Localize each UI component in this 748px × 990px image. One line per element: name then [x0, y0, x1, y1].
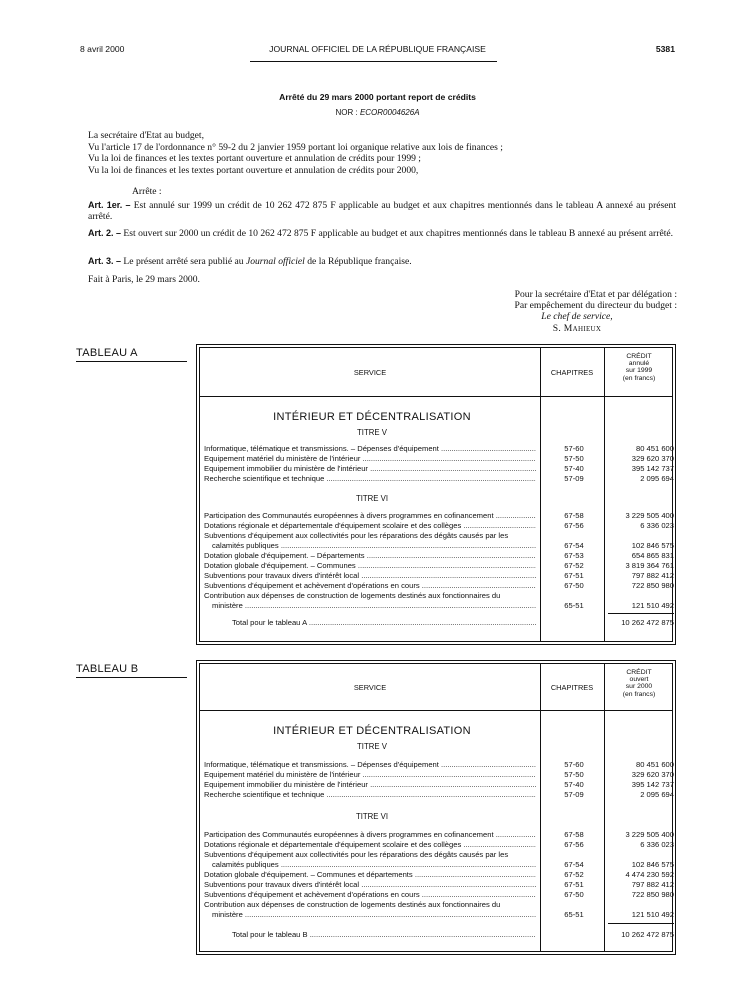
credit-header-line: CRÉDIT	[626, 353, 652, 360]
table-a-label-rule	[76, 361, 187, 362]
row-label: Subventions d'équipement et achèvement d'opérations en cours .....	[204, 890, 536, 900]
row-credit: 654 865 831	[631, 551, 674, 560]
titre-v-heading: TITRE V	[357, 428, 387, 437]
table-row	[200, 900, 672, 910]
row-chapitre: 67-52	[564, 561, 584, 570]
row-chapitre: 67-52	[564, 870, 584, 879]
row-chapitre: 57-09	[564, 474, 584, 483]
article-1	[88, 200, 676, 222]
table-row	[200, 880, 672, 890]
signature-name: S. Mahieux	[552, 322, 602, 334]
row-credit: 797 882 412	[631, 880, 674, 889]
nor-reference	[80, 108, 675, 117]
row-label: Informatique, télématique et transmissions. – Dépenses d'équipement .....	[204, 444, 536, 454]
row-label-continued: ministère .....	[212, 601, 536, 611]
row-label: Subventions pour travaux divers d'intérêt local .....	[204, 571, 536, 581]
article-label: Art. 3. –	[88, 256, 122, 266]
row-label: Subventions d'équipement aux collectivités pour les réparations des dégâts causés par les	[204, 531, 509, 540]
total-row	[200, 930, 672, 940]
signature-line: Pour la secrétaire d'Etat et par délégation :	[514, 289, 677, 300]
row-credit: 722 850 980	[631, 890, 674, 899]
article-text: Est ouvert sur 2000 un crédit de 10 262 472 875 F applicable au budget et aux chapitres mentionnés dans le tableau B annexé au présent arrêté.	[123, 228, 674, 239]
total-value: 10 262 472 875	[621, 930, 674, 939]
article-label: Art. 1er. –	[88, 200, 131, 210]
article-text: Le présent arrêté sera publié au	[123, 256, 246, 267]
row-label: Participation des Communautés européennes à divers programmes en cofinancement .....	[204, 511, 536, 521]
table-row	[200, 444, 672, 454]
table-row	[200, 571, 672, 581]
table-row	[200, 830, 672, 840]
table-row	[200, 591, 672, 601]
preamble-line: Vu la loi de finances et les textes portant ouverture et annulation de crédits pour 2000,	[88, 164, 419, 176]
row-label: Dotations régionale et départementale d'équipement scolaire et des collèges .....	[204, 840, 536, 850]
row-label-continued: calamités publiques .....	[212, 541, 536, 551]
row-chapitre: 67-50	[564, 890, 584, 899]
table-row	[200, 561, 672, 571]
column-header-credit	[604, 353, 674, 382]
row-label: Contribution aux dépenses de construction de logements destinés aux fonctionnaires du	[204, 591, 501, 600]
row-credit: 102 846 575	[631, 860, 674, 869]
row-label: Participation des Communautés européennes à divers programmes en cofinancement .....	[204, 830, 536, 840]
total-rule	[608, 923, 674, 924]
table-row	[200, 790, 672, 800]
total-label: Total pour le tableau A .....	[232, 618, 536, 628]
row-credit: 3 819 364 761	[625, 561, 674, 570]
row-chapitre: 57-60	[564, 444, 584, 453]
table-row	[200, 840, 672, 850]
titre-vi-heading: TITRE VI	[355, 494, 389, 503]
table-row	[200, 860, 672, 870]
credit-header-line: (en francs)	[622, 690, 656, 698]
row-label: Informatique, télématique et transmissions. – Dépenses d'équipement .....	[204, 760, 536, 770]
row-chapitre: 57-09	[564, 790, 584, 799]
table-row	[200, 581, 672, 591]
row-label: Recherche scientifique et technique .....	[204, 474, 536, 484]
table-b-label: TABLEAU B	[76, 663, 139, 675]
place-date: Fait à Paris, le 29 mars 2000.	[88, 274, 200, 285]
article-text: Est annulé sur 1999 un crédit de 10 262 472 875 F applicable au budget et aux chapitres mentionnés dans le tableau A annexé au présent arrêté.	[88, 200, 676, 222]
row-chapitre: 57-40	[564, 464, 584, 473]
row-credit: 2 095 694	[640, 790, 674, 799]
row-chapitre: 67-53	[564, 551, 584, 560]
table-row	[200, 760, 672, 770]
row-chapitre: 67-51	[564, 880, 584, 889]
row-credit: 80 451 600	[635, 760, 674, 769]
table-a-label: TABLEAU A	[76, 347, 138, 359]
row-label: Equipement matériel du ministère de l'intérieur .....	[204, 454, 536, 464]
row-label: Dotations régionale et départementale d'équipement scolaire et des collèges .....	[204, 521, 536, 531]
row-label: Equipement immobilier du ministère de l'intérieur .....	[204, 464, 536, 474]
table-row	[200, 850, 672, 860]
row-label-continued: ministère .....	[212, 910, 536, 920]
header-divider	[200, 396, 672, 397]
row-credit: 102 846 575	[631, 541, 674, 550]
table-row	[200, 890, 672, 900]
total-row	[200, 618, 672, 628]
row-label: Subventions pour travaux divers d'intérêt local .....	[204, 880, 536, 890]
nor-code: ECOR0004626A	[359, 108, 420, 117]
table-row	[200, 531, 672, 541]
column-header-service: SERVICE	[353, 683, 387, 692]
row-chapitre: 67-56	[564, 840, 584, 849]
row-credit: 395 142 737	[631, 464, 674, 473]
section-title: INTÉRIEUR ET DÉCENTRALISATION	[273, 725, 471, 737]
table-row	[200, 541, 672, 551]
row-label: Subventions d'équipement et achèvement d'opérations en cours .....	[204, 581, 536, 591]
header-divider	[200, 710, 672, 711]
article-2	[88, 228, 676, 239]
table-row	[200, 870, 672, 880]
table-row	[200, 521, 672, 531]
row-chapitre: 67-56	[564, 521, 584, 530]
column-header-credit	[604, 669, 674, 698]
row-label: Recherche scientifique et technique .....	[204, 790, 536, 800]
row-chapitre: 67-51	[564, 571, 584, 580]
row-credit: 6 336 023	[640, 521, 674, 530]
row-label: Dotation globale d'équipement. – Communes .....	[204, 561, 536, 571]
credit-header-line: annulé	[628, 360, 650, 368]
signature-block	[477, 289, 677, 334]
row-chapitre: 57-50	[564, 770, 584, 779]
total-rule	[608, 613, 674, 614]
table-b	[196, 660, 676, 955]
row-credit: 395 142 737	[631, 780, 674, 789]
row-credit: 3 229 505 400	[625, 511, 674, 520]
row-credit: 2 095 694	[640, 474, 674, 483]
row-credit: 80 451 600	[635, 444, 674, 453]
row-credit: 722 850 980	[631, 581, 674, 590]
table-row	[200, 551, 672, 561]
table-row	[200, 474, 672, 484]
row-credit: 121 510 492	[631, 601, 674, 610]
row-chapitre: 57-60	[564, 760, 584, 769]
section-title: INTÉRIEUR ET DÉCENTRALISATION	[273, 411, 471, 423]
row-label: Contribution aux dépenses de construction de logements destinés aux fonctionnaires du	[204, 900, 501, 909]
article-text-end: de la République française.	[304, 256, 412, 267]
row-label: Dotation globale d'équipement. – Départements .....	[204, 551, 536, 561]
table-row	[200, 601, 672, 611]
row-chapitre: 67-58	[564, 830, 584, 839]
row-chapitre: 57-50	[564, 454, 584, 463]
page-header	[80, 44, 675, 58]
journal-link-text: Journal officiel	[245, 256, 305, 267]
issue-date: 8 avril 2000	[80, 44, 125, 54]
row-chapitre: 65-51	[564, 601, 584, 610]
article-label: Art. 2. –	[88, 228, 122, 238]
row-label-continued: calamités publiques .....	[212, 860, 536, 870]
row-label: Equipement matériel du ministère de l'intérieur .....	[204, 770, 536, 780]
total-value: 10 262 472 875	[621, 618, 674, 627]
titre-v-heading: TITRE V	[357, 742, 387, 751]
header-rule	[250, 61, 497, 62]
table-row	[200, 511, 672, 521]
row-credit: 329 620 370	[631, 770, 674, 779]
row-credit: 797 882 412	[631, 571, 674, 580]
column-header-chapitres: CHAPITRES	[550, 368, 594, 377]
table-b-label-rule	[76, 677, 187, 678]
preamble-line: Vu la loi de finances et les textes portant ouverture et annulation de crédits pour 1999 ;	[88, 153, 421, 165]
article-3	[88, 256, 676, 267]
page-number: 5381	[655, 44, 675, 54]
arrete-heading: Arrête :	[132, 186, 162, 197]
credit-header-line: CRÉDIT	[626, 669, 652, 676]
decree-title: Arrêté du 29 mars 2000 portant report de crédits	[279, 92, 476, 102]
signature-line: Par empêchement du directeur du budget :	[514, 300, 677, 312]
row-credit: 329 620 370	[631, 454, 674, 463]
credit-header-line: ouvert	[629, 676, 649, 684]
preamble	[88, 130, 678, 176]
table-row	[200, 780, 672, 790]
credit-header-line: sur 2000	[625, 683, 653, 691]
row-chapitre: 67-58	[564, 511, 584, 520]
table-a	[196, 344, 676, 645]
row-chapitre: 67-54	[564, 541, 584, 550]
column-header-chapitres: CHAPITRES	[550, 683, 594, 692]
preamble-line: La secrétaire d'Etat au budget,	[88, 130, 204, 141]
table-row	[200, 910, 672, 920]
credit-header-line: sur 1999	[625, 367, 653, 375]
table-a-frame	[199, 347, 673, 642]
row-chapitre: 67-54	[564, 860, 584, 869]
row-credit: 4 474 230 592	[625, 870, 674, 879]
journal-title: JOURNAL OFFICIEL DE LA RÉPUBLIQUE FRANÇAISE	[269, 44, 486, 54]
row-chapitre: 65-51	[564, 910, 584, 919]
credit-header-line: (en francs)	[622, 374, 656, 382]
total-label: Total pour le tableau B .....	[232, 930, 536, 940]
row-chapitre: 67-50	[564, 581, 584, 590]
nor-label: NOR :	[335, 108, 358, 117]
preamble-line: Vu l'article 17 de l'ordonnance n° 59-2 du 2 janvier 1959 portant loi organique relative aux lois de finances ;	[88, 141, 503, 153]
row-credit: 6 336 023	[640, 840, 674, 849]
row-label: Equipement immobilier du ministère de l'intérieur .....	[204, 780, 536, 790]
signature-role: Le chef de service,	[541, 311, 613, 323]
table-row	[200, 454, 672, 464]
table-row	[200, 770, 672, 780]
row-label: Subventions d'équipement aux collectivités pour les réparations des dégâts causés par les	[204, 850, 509, 859]
row-credit: 121 510 492	[631, 910, 674, 919]
titre-vi-heading: TITRE VI	[355, 812, 389, 821]
row-chapitre: 57-40	[564, 780, 584, 789]
table-row	[200, 464, 672, 474]
table-b-frame	[199, 663, 673, 952]
row-label: Dotation globale d'équipement. – Communes et départements .....	[204, 870, 536, 880]
column-header-service: SERVICE	[353, 368, 387, 377]
row-credit: 3 229 505 400	[625, 830, 674, 839]
